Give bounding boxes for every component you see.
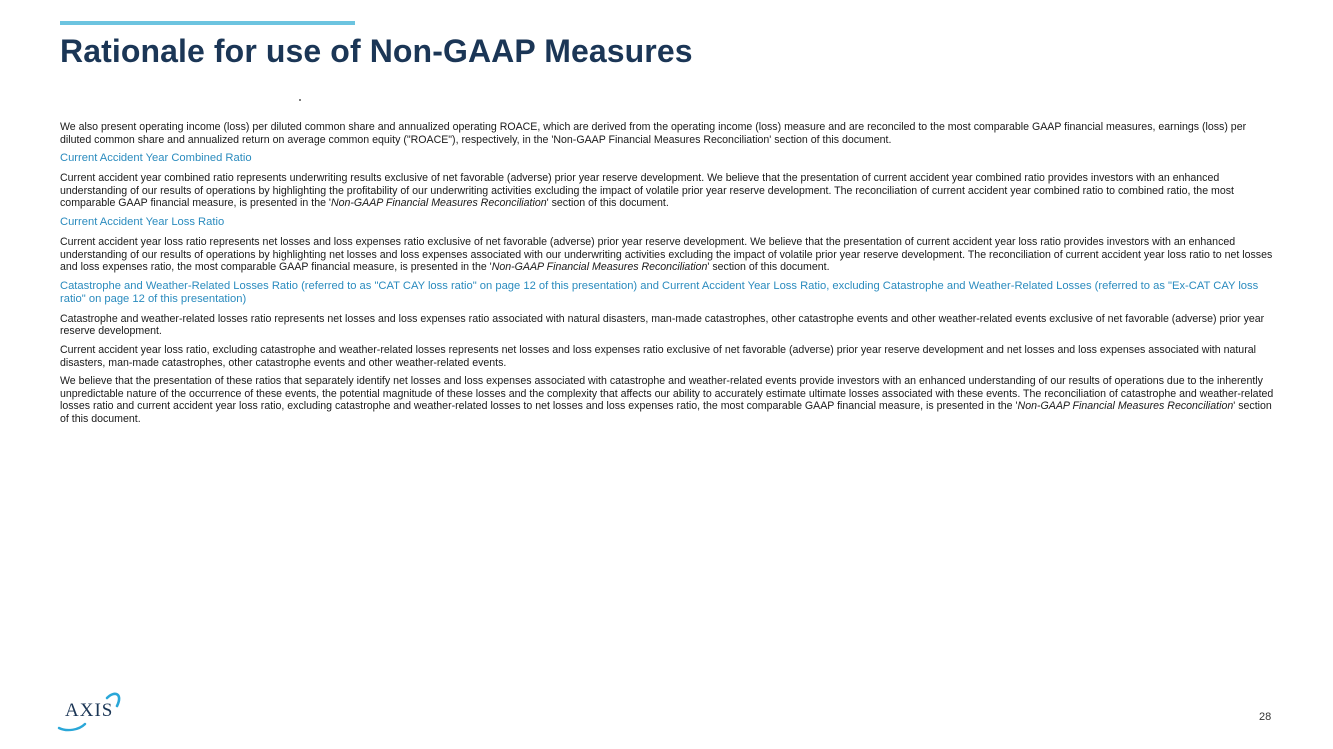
stray-dot (299, 99, 301, 101)
section-heading-cay-combined-ratio: Current Accident Year Combined Ratio (60, 152, 252, 165)
section-heading-cay-loss-ratio: Current Accident Year Loss Ratio (60, 215, 225, 228)
cat-rationale-paragraph: We believe that the presentation of these ratios that separately identify net losses and loss expenses associated with catastrophe and weather-related events provide investors with an enhanced understanding of our results of operations due to the inherently unpredictable nature of the occurrence of these events, the potential magnitude of these losses and the complexity that affects our ability to accurately estimate ultimate losses associated with these events. The reconciliation of catastrophe and weather-related losses ratio and current accident year loss ratio, excluding catastrophe and weather-related losses to net losses and loss expenses ratio, the most comparable GAAP financial measure, is presented in the 'Non-GAAP Financial Measures Reconciliation' section of this document. (60, 375, 1274, 425)
axis-logo (57, 688, 127, 732)
cat-losses-ratio-paragraph: Catastrophe and weather-related losses ratio represents net losses and loss expenses ratio associated with natural disasters, man-made catastrophes, other catastrophe events and other weather-related events exclusive of net favorable (adverse) prior year reserve development. (60, 312, 1265, 338)
section-heading-cat-losses: Catastrophe and Weather-Related Losses Ratio (referred to as "CAT CAY loss ratio" on page 12 of this presentation) and Current Accident Year Loss Ratio, excluding Catastrophe and Weather-Related Losses (referred to as "Ex-CAT CAY loss ratio" on page 12 of this presentation) (60, 279, 1259, 305)
ex-cat-loss-ratio-paragraph: Current accident year loss ratio, excluding catastrophe and weather-related losses represents net losses and loss expenses ratio exclusive of net favorable (adverse) prior year reserve development and net losses and loss expenses associated with natural disasters, man-made catastrophes, other catastrophe events and other weather-related events. (60, 343, 1256, 369)
intro-paragraph: We also present operating income (loss) per diluted common share and annualized operating ROACE, which are derived from the operating income (loss) measure and are reconciled to the most comparable GAAP financial measures, earnings (loss) per diluted common share and annualized return on average common equity ("ROACE"), respectively, in the 'Non-GAAP Financial Measures Reconciliation' section of this document. (60, 121, 1247, 146)
page-title: Rationale for use of Non-GAAP Measures (60, 33, 693, 69)
cay-loss-ratio-paragraph: Current accident year loss ratio represents net losses and loss expenses ratio exclusive of net favorable (adverse) prior year reserve development. We believe that the presentation of current accident year loss ratio provides investors with an enhanced understanding of our results of operations by highlighting net losses and loss expenses associated with our underwriting activities excluding the impact of volatile prior year reserve development. The reconciliation of current accident year loss ratio to net losses and loss expenses ratio, the most comparable GAAP financial measure, is presented in the 'Non-GAAP Financial Measures Reconciliation' section of this document. (60, 235, 1273, 274)
cay-combined-ratio-paragraph: Current accident year combined ratio represents underwriting results exclusive of net favorable (adverse) prior year reserve development. We believe that the presentation of current accident year combined ratio provides investors with an enhanced understanding of our results of operations by highlighting the profitability of our underwriting activities excluding the impact of volatile prior year reserve development. The reconciliation of current accident year combined ratio to combined ratio, the most comparable GAAP financial measure, is presented in the 'Non-GAAP Financial Measures Reconciliation' section of this document. (60, 172, 1234, 210)
logo-text: AXIS (65, 700, 114, 721)
title-accent-rule (60, 21, 355, 25)
page-number: 28 (1259, 711, 1272, 723)
body-content (60, 121, 1275, 432)
